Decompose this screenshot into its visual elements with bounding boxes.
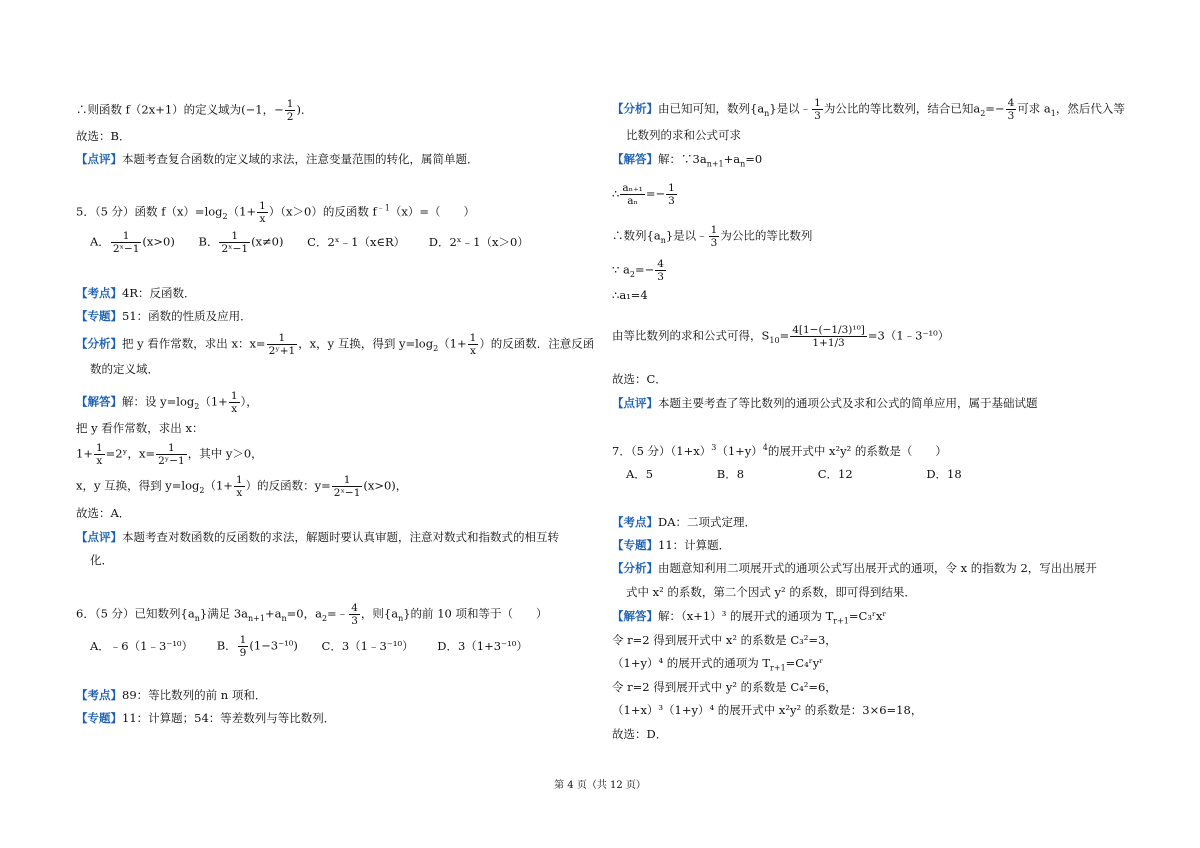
fraction: [666, 182, 677, 207]
section-tag: 【考点】: [76, 688, 122, 702]
text: 89：等比数列的前 n 项和．: [122, 688, 267, 702]
subscript: 10: [769, 335, 780, 345]
text: 由题意知利用二项展开式的通项公式写出展开式的通项，令 x 的指数为 2，写出出展开: [658, 561, 1097, 575]
fraction: [229, 390, 240, 415]
text: +a: [264, 606, 282, 621]
fraction: [111, 230, 142, 255]
section-tag: 【分析】: [76, 336, 122, 351]
fraction: [238, 634, 249, 659]
denominator: x: [259, 213, 266, 225]
solution-line: [612, 224, 812, 249]
text: （1+: [438, 336, 467, 351]
denominator: 9: [239, 647, 247, 659]
text: =C₄ʳyʳ: [785, 656, 824, 670]
numerator: 1: [95, 442, 103, 454]
option-a: A．﹣6（1﹣3⁻¹⁰）: [90, 638, 194, 653]
text: 可求 a: [1017, 101, 1051, 116]
option-b: [199, 230, 284, 255]
numerator: 1: [111, 230, 142, 243]
text: }是以﹣: [665, 228, 708, 243]
numerator: 4[1−(−1/3)¹⁰]: [792, 324, 865, 336]
text: （1+: [204, 478, 233, 493]
text: （x）=（ ）: [389, 204, 475, 219]
option-d: D．18: [926, 467, 962, 481]
subscript: r+1: [833, 616, 849, 626]
text: 本题考查对数函数的反函数的求法，解题时要认真审题，注意对数式和指数式的相互转: [122, 530, 559, 544]
text: ，x，y 互换，得到 y=log: [298, 336, 434, 351]
fenxi-line: [76, 332, 594, 357]
text: }的前 10 项和等于（ ）: [403, 606, 548, 621]
text: x，y 互换，得到 y=log: [76, 478, 200, 493]
solution-line: 令 r=2 得到展开式中 y² 的系数是 C₄²=6，: [612, 680, 837, 694]
solution-line: 令 r=2 得到展开式中 x² 的系数是 C₃²=3，: [612, 633, 837, 647]
numerator: 1: [710, 224, 718, 236]
text: 为公比的等比数列: [720, 228, 813, 243]
fraction: [709, 224, 720, 249]
numerator: 4: [1007, 97, 1015, 109]
text: 由已知可知，数列{a: [658, 101, 765, 116]
text-line: [76, 98, 312, 123]
option-c: C．12: [817, 467, 853, 481]
text: 本题主要考查了等比数列的通项公式及求和公式的简单应用，属于基础试题: [658, 396, 1038, 410]
denominator: 2ˣ−1: [112, 243, 140, 255]
denominator: x: [470, 345, 476, 357]
denominator: 2ʸ−1: [158, 455, 185, 467]
text: 4R：反函数．: [122, 286, 196, 300]
answer-line: 故选：D．: [612, 727, 668, 741]
comment-line-2: 化．: [90, 553, 113, 567]
text: ）的反函数．注意反函: [479, 336, 595, 351]
text: }是以﹣: [769, 101, 812, 116]
option-label: B．: [216, 638, 237, 653]
numerator: 1: [668, 182, 675, 194]
option-label: B．: [198, 234, 219, 249]
section-tag: 【解答】: [76, 394, 122, 409]
jieda-line: [612, 152, 763, 169]
denominator: 3: [814, 110, 821, 122]
numerator: 1: [814, 97, 821, 109]
fraction: [1006, 97, 1017, 122]
denominator: x: [236, 487, 243, 499]
text: ∴: [612, 186, 620, 201]
question-5-options: [90, 230, 549, 255]
section-tag: 【专题】: [612, 538, 658, 552]
option-label: A．: [90, 234, 110, 249]
text: =3（1﹣3⁻¹⁰）: [867, 328, 950, 343]
question-5: [76, 200, 475, 225]
text: （1+y）: [716, 444, 763, 458]
comment-line: [76, 530, 559, 544]
text: ，则{a: [360, 606, 399, 621]
fraction: [620, 182, 645, 207]
text: ）的反函数：y=: [245, 478, 331, 493]
denominator: 3: [1007, 110, 1015, 122]
fraction: [468, 332, 479, 357]
option-a: A．5: [626, 467, 654, 481]
comment-line: [612, 396, 1038, 410]
text: 6．（5 分）已知数列{a: [76, 606, 195, 621]
text: (1−3⁻¹⁰): [249, 638, 298, 653]
text: 把 y 看作常数，求出 x：x=: [122, 336, 266, 351]
text: ，其中 y＞0，: [187, 446, 263, 461]
fraction: [812, 97, 823, 122]
numerator: 1: [286, 98, 294, 110]
fenxi-line: [612, 561, 1097, 575]
question-7-options: [626, 467, 982, 481]
superscript: ﹣1: [376, 203, 390, 213]
solution-line: [612, 324, 949, 349]
text: ）（x＞0）的反函数 f: [268, 204, 377, 219]
option-b: B．8: [716, 467, 745, 481]
numerator: 1: [469, 332, 477, 344]
subscript: n: [740, 159, 746, 169]
numerator: 1: [219, 230, 250, 243]
fraction: [156, 442, 187, 467]
section-tag: 【点评】: [612, 396, 658, 410]
subscript: 2: [222, 211, 228, 221]
question-6: [76, 602, 547, 627]
answer-line: 故选：B．: [76, 129, 131, 143]
numerator: 4: [351, 602, 358, 614]
denominator: 2: [286, 111, 294, 123]
text: DA：二项式定理．: [658, 515, 757, 529]
kaodian-line: [76, 688, 266, 702]
numerator: 4: [657, 258, 664, 270]
zhuanti-line: [76, 711, 335, 725]
subscript: 2: [980, 108, 986, 118]
fraction: [285, 98, 296, 123]
subscript: r+1: [770, 663, 786, 673]
jieda-line: [76, 390, 258, 415]
text: 由等比数列的求和公式可得，S: [612, 328, 770, 343]
fenxi-line-2: 比数列的求和公式可求: [626, 128, 741, 142]
denominator: 2ˣ−1: [333, 487, 361, 499]
fenxi-line-2: 式中 x² 的系数，第二个因式 y² 的系数，即可得到结果．: [626, 585, 916, 599]
page-footer: 第 4 页（共 12 页）: [554, 780, 646, 791]
section-tag: 【解答】: [612, 609, 658, 623]
subscript: 2: [321, 613, 328, 623]
numerator: 1: [267, 332, 298, 345]
denominator: 2ʸ+1: [268, 345, 296, 357]
section-tag: 【点评】: [76, 530, 122, 544]
subscript: n: [660, 235, 666, 245]
denominator: 3: [351, 615, 358, 627]
text: 11：计算题．: [658, 538, 731, 552]
numerator: 1: [239, 634, 247, 646]
solution-line: [612, 258, 667, 283]
kaodian-line: [76, 286, 195, 300]
fenxi-line-2: 数的定义域．: [90, 362, 159, 376]
condition: (x≠0): [251, 234, 284, 249]
fraction: [349, 602, 360, 627]
fraction: [655, 258, 666, 283]
question-7: [612, 444, 947, 458]
option-b: [217, 634, 298, 659]
subscript: 2: [433, 343, 439, 353]
answer-line: 故选：A．: [76, 506, 131, 520]
subscript: 1: [1050, 108, 1056, 118]
text: =0，a: [286, 606, 322, 621]
text: =: [779, 328, 790, 343]
section-tag: 【专题】: [76, 309, 122, 323]
zhuanti-line: [76, 309, 252, 323]
text: =0: [745, 152, 763, 166]
fenxi-line: [612, 97, 1125, 122]
section-tag: 【考点】: [76, 286, 122, 300]
solution-line: [612, 182, 678, 207]
text: ∴数列{a: [612, 228, 661, 243]
text: 的展开式中 x²y² 的系数是（ ）: [767, 444, 947, 458]
text: 7．（5 分）（1+x）: [612, 444, 712, 458]
solution-line: [76, 442, 263, 467]
text: 5．（5 分）函数 f（x）=log: [76, 204, 223, 219]
text: （1+y）⁴ 的展开式的通项为 T: [612, 656, 771, 670]
text: （1+: [227, 204, 257, 219]
text: 解：∵3a: [658, 152, 707, 166]
text: =−: [645, 186, 666, 201]
section-tag: 【分析】: [612, 561, 658, 575]
text: a: [973, 101, 981, 116]
section-tag: 【考点】: [612, 515, 658, 529]
solution-line: [76, 474, 407, 499]
text: +a: [723, 152, 741, 166]
numerator: 1: [230, 390, 238, 402]
subscript: n: [281, 613, 287, 623]
text: )．: [296, 102, 313, 117]
text: 本题考查复合函数的定义域的求法，注意变量范围的转化，属简单题．: [122, 152, 479, 166]
text: }满足 3a: [199, 606, 249, 621]
superscript: 4: [762, 443, 768, 453]
fraction: [790, 324, 867, 349]
text: (x>0)，: [363, 478, 408, 493]
denominator: 3: [657, 271, 664, 283]
text: ∴则函数 f（2x+1）的定义域为(−1，−: [76, 102, 284, 117]
text: 1+: [76, 446, 93, 461]
text: ∵ a: [612, 262, 630, 277]
section-tag: 【点评】: [76, 152, 122, 166]
question-6-options: [90, 634, 548, 659]
solution-line: 把 y 看作常数，求出 x：: [76, 421, 204, 435]
text: ，然后代入等: [1055, 101, 1125, 116]
section-tag: 【专题】: [76, 711, 122, 725]
numerator: aₙ₊₁: [622, 182, 643, 194]
section-tag: 【解答】: [612, 152, 658, 166]
denominator: 3: [710, 237, 718, 249]
text: =C₃ʳxʳ: [848, 609, 887, 623]
fraction: [94, 442, 105, 467]
jieda-line: [612, 609, 887, 626]
zhuanti-line: [612, 538, 730, 552]
option-c: C．3（1﹣3⁻¹⁰）: [321, 638, 414, 653]
text: =﹣: [327, 606, 349, 621]
numerator: 1: [156, 442, 187, 455]
option-d: D．3（1+3⁻¹⁰）: [437, 638, 528, 653]
denominator: x: [231, 403, 238, 415]
numerator: 1: [332, 474, 363, 487]
section-tag: 【分析】: [612, 101, 658, 116]
condition: (x>0): [142, 234, 175, 249]
subscript: n+1: [248, 613, 265, 623]
text: =2ʸ，x=: [105, 446, 156, 461]
solution-line: （1+x）³（1+y）⁴ 的展开式中 x²y² 的系数是：3×6=18，: [612, 703, 923, 717]
solution-line: [612, 656, 824, 673]
fraction: [267, 332, 298, 357]
kaodian-line: [612, 515, 756, 529]
answer-line: 故选：C．: [612, 372, 667, 386]
numerator: 1: [259, 200, 266, 212]
option-c: C．2ˣ﹣1（x∈R）: [307, 234, 406, 249]
denominator: 1+1/3: [812, 337, 845, 349]
denominator: 3: [668, 195, 675, 207]
text: 11：计算题；54：等差数列与等比数列．: [122, 711, 336, 725]
option-d: D．2ˣ﹣1（x＞0）: [428, 234, 529, 249]
subscript: n: [764, 108, 770, 118]
denominator: aₙ: [627, 195, 639, 207]
option-a: [90, 230, 175, 255]
text: 解：（x+1）³ 的展开式的通项为 T: [658, 609, 834, 623]
fraction: [332, 474, 363, 499]
text: ），: [240, 394, 258, 409]
text: （1+: [199, 394, 228, 409]
denominator: x: [96, 455, 103, 467]
text: =−: [985, 101, 1005, 116]
subscript: n: [194, 613, 200, 623]
comment-line: [76, 152, 479, 166]
text: 为公比的等比数列，结合已知: [823, 101, 974, 116]
denominator: 2ˣ−1: [221, 243, 249, 255]
subscript: 2: [629, 269, 635, 279]
fraction: [257, 200, 268, 225]
fraction: [219, 230, 250, 255]
text: =−: [634, 262, 655, 277]
superscript: 3: [711, 443, 717, 453]
subscript: 2: [199, 485, 205, 495]
fraction: [234, 474, 245, 499]
text: 51：函数的性质及应用．: [122, 309, 252, 323]
subscript: 2: [194, 401, 200, 411]
text: 解：设 y=log: [122, 394, 195, 409]
subscript: n: [398, 613, 404, 623]
numerator: 1: [235, 474, 243, 486]
subscript: n+1: [706, 159, 724, 169]
solution-line: ∴a₁=4: [612, 288, 648, 302]
